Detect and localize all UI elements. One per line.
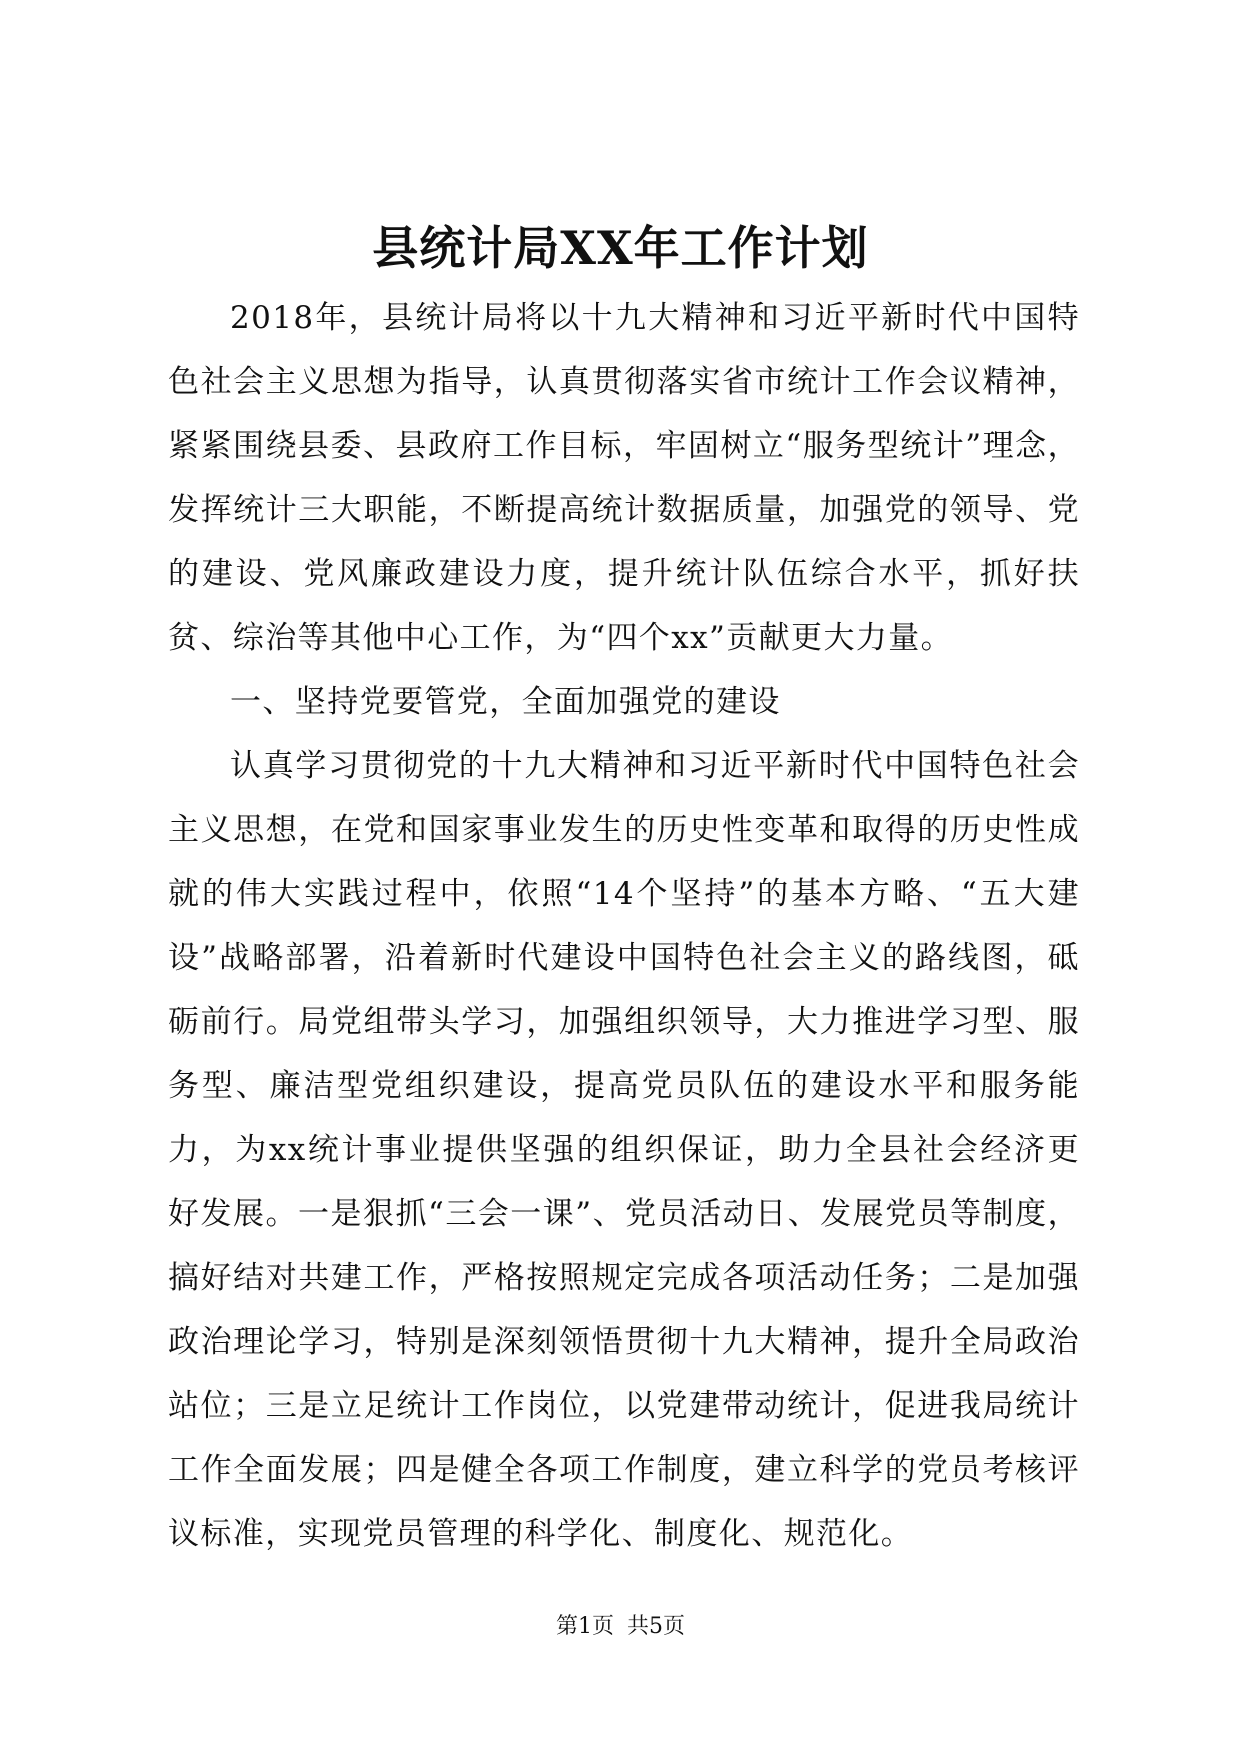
intro-paragraph: 2018年，县统计局将以十九大精神和习近平新时代中国特色社会主义思想为指导，认真贯彻落实省市统计工作会议精神，紧紧围绕县委、县政府工作目标，牢固树立“服务型统计”理念，发挥统计三大职能，不断提高统计数据质量，加强党的领导、党的建设、党风廉政建设力度，提升统计队伍综合水平，抓好扶贫、综治等其他中心工作，为“四个xx”贡献更大力量。	[168, 300, 1080, 656]
page-number: 第1页	[556, 1614, 614, 1639]
section-heading: 一、坚持党要管党，全面加强党的建设	[230, 684, 781, 720]
document-title: 县统计局XX年工作计划	[372, 221, 869, 275]
page-total: 共5页	[627, 1614, 685, 1639]
document-body	[168, 286, 1080, 1566]
page-footer	[0, 1612, 1241, 1642]
section-paragraph: 认真学习贯彻党的十九大精神和习近平新时代中国特色社会主义思想，在党和国家事业发生的历史性变革和取得的历史性成就的伟大实践过程中，依照“14个坚持”的基本方略、“五大建设”战略部署，沿着新时代建设中国特色社会主义的路线图，砥砺前行。局党组带头学习，加强组织领导，大力推进学习型、服务型、廉洁型党组织建设，提高党员队伍的建设水平和服务能力，为xx统计事业提供坚强的组织保证，助力全县社会经济更好发展。一是狠抓“三会一课”、党员活动日、发展党员等制度，搞好结对共建工作，严格按照规定完成各项活动任务；二是加强政治理论学习，特别是深刻领悟贯彻十九大精神，提升全局政治站位；三是立足统计工作岗位，以党建带动统计，促进我局统计工作全面发展；四是健全各项工作制度，建立科学的党员考核评议标准，实现党员管理的科学化、制度化、规范化。	[168, 748, 1080, 1552]
